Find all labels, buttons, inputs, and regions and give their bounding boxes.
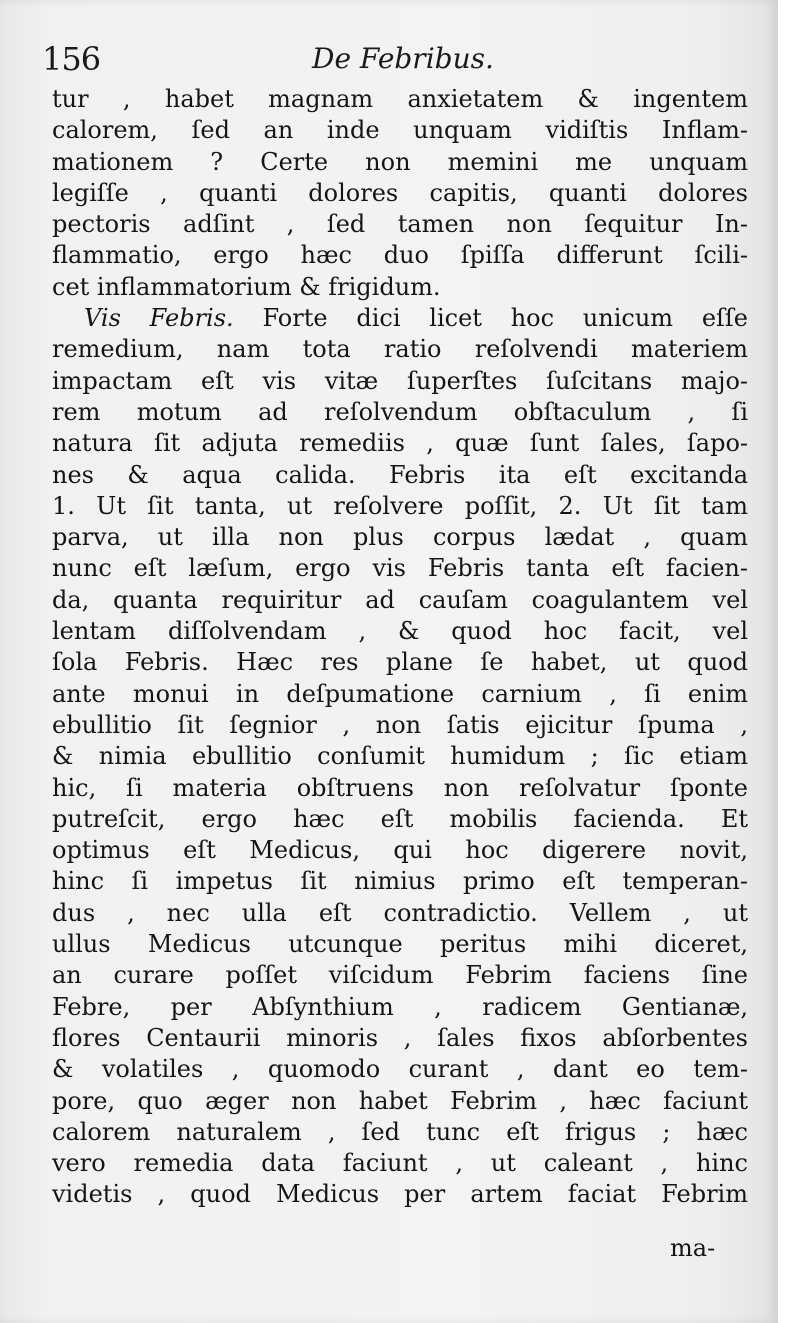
- text-line: putreſcit, ergo hæc eſt mobilis facienda. Et: [52, 804, 748, 833]
- body-text: [52, 84, 748, 1211]
- text-line: remedium, nam tota ratio reſolvendi materiem: [52, 335, 748, 364]
- text-line: rem motum ad reſolvendum obſtaculum , ſi: [52, 397, 748, 426]
- text-line: legiſſe , quanti dolores capitis, quanti dolores: [52, 178, 748, 207]
- text-line: tur , habet magnam anxietatem & ingentem: [52, 85, 748, 113]
- text-line: pore, quo æger non habet Febrim , hæc faciunt: [52, 1086, 748, 1115]
- text-line: impactam eſt vis vitæ ſuperſtes ſuſcitans majo-: [52, 366, 748, 395]
- running-head: De Febribus.: [312, 42, 494, 75]
- text-line: ante monui in deſpumatione carnium , ſi enim: [52, 679, 748, 708]
- text-line: optimus eſt Medicus, qui hoc digerere novit,: [52, 836, 748, 865]
- text-line: & nimia ebullitio conſumit humidum ; ſic etiam: [52, 742, 748, 771]
- text-line: flammatio, ergo hæc duo ſpiſſa differunt ſcili-: [52, 241, 748, 270]
- text-line: flores Centaurii minoris , ſales fixos abſorbentes: [52, 1023, 748, 1052]
- text-line: videtis , quod Medicus per artem faciat Febrim: [52, 1180, 748, 1209]
- text-line: calorem naturalem , ſed tunc eſt frigus ; hæc: [52, 1117, 748, 1146]
- text-line: nunc eſt læſum, ergo vis Febris tanta eſt facien-: [52, 554, 748, 583]
- text-line: mationem ? Certe non memini me unquam: [52, 147, 748, 176]
- text-line: ebullitio ſit ſegnior , non ſatis ejicitur ſpuma ,: [52, 710, 748, 739]
- text-line: pectoris adſint , ſed tamen non ſequitur In-: [52, 210, 748, 239]
- text-line: hic, ſi materia obſtruens non reſolvatur ſponte: [52, 773, 748, 802]
- text-line: cet inflammatorium & frigidum.: [52, 272, 441, 301]
- text-line: ullus Medicus utcunque peritus mihi diceret,: [52, 930, 748, 959]
- text-line: 1. Ut ſit tanta, ut reſolvere poſſit, 2. Ut ſit tam: [52, 491, 748, 520]
- text-line: dus , nec ulla eſt contradictio. Vellem , ut: [52, 898, 748, 927]
- page-number: 156: [42, 40, 101, 78]
- text-line: ſola Febris. Hæc res plane ſe habet, ut quod: [52, 648, 748, 677]
- text-line: nes & aqua calida. Febris ita eſt excitanda: [52, 460, 748, 489]
- text-line: hinc ſi impetus ſit nimius primo eſt temperan-: [52, 867, 748, 896]
- text-line: da, quanta requiritur ad cauſam coagulantem vel: [52, 585, 748, 614]
- marginal-heading: Vis Febris.: [84, 304, 234, 333]
- text-line: Febre, per Abſynthium , radicem Gentianæ,: [52, 992, 748, 1021]
- text-line: calorem, ſed an inde unquam vidiſtis Inflam-: [52, 116, 748, 145]
- paragraph-first-line: [52, 303, 748, 334]
- text-line: an curare poſſet viſcidum Febrim faciens ſine: [52, 961, 748, 990]
- text-line: natura ſit adjuta remediis , quæ ſunt ſales, ſapo-: [52, 429, 748, 458]
- text-line-rest: Forte dici licet hoc unicum eſſe: [233, 304, 749, 333]
- text-line: vero remedia data faciunt , ut caleant , hinc: [52, 1149, 748, 1178]
- page-header: [42, 40, 742, 84]
- text-line: & volatiles , quomodo curant , dant eo tem-: [52, 1055, 748, 1084]
- catchword: ma-: [670, 1234, 716, 1262]
- text-line: parva, ut illa non plus corpus lædat , quam: [52, 523, 748, 552]
- text-line: lentam diſſolvendam , & quod hoc facit, vel: [52, 617, 748, 646]
